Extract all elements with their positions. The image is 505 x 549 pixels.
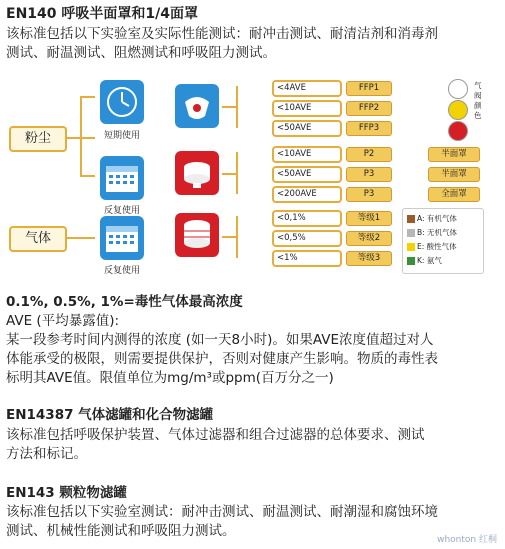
legend-item: E: 酸性气体: [407, 241, 457, 252]
watermark: whonton 红桐: [437, 535, 497, 545]
gas-filter-icon: [175, 213, 219, 257]
classification-diagram: [0, 76, 505, 286]
mask-type-badge: 半面罩: [428, 167, 480, 182]
connector-line: [222, 236, 236, 238]
calendar-icon: [100, 216, 144, 260]
clock-icon: [100, 80, 144, 124]
connector-line: [236, 152, 238, 194]
yellow-valve-dot: [448, 100, 468, 120]
reuse-label: 反复使用: [103, 266, 140, 276]
section2-line3: 标明其AVE值。限值单位为mg/m³或ppm(百万分之一): [6, 370, 334, 386]
section2-line2: 体能承受的极限，则需要提供保护，否则对健康产生影响。物质的毒性表: [6, 351, 438, 367]
class-badge: P3: [346, 187, 392, 202]
mask-type-badge: 半面罩: [428, 147, 480, 162]
calendar-icon: [100, 156, 144, 200]
class-badge: FFP1: [346, 81, 392, 96]
level-pill: <1%: [272, 250, 342, 267]
connector-line: [80, 96, 82, 176]
legend-item: B: 无机气体: [407, 227, 457, 238]
mask-type-badge: 全面罩: [428, 187, 480, 202]
category-dust: 粉尘: [9, 126, 67, 152]
level-pill: <200AVE: [272, 186, 342, 203]
swatch-icon: [407, 257, 415, 265]
level-pill: <10AVE: [272, 100, 342, 117]
class-badge: P2: [346, 147, 392, 162]
class-badge: P3: [346, 167, 392, 182]
valve-color-label: 气阀颜色: [474, 81, 482, 120]
class-badge: FFP3: [346, 121, 392, 136]
connector-line: [65, 237, 95, 239]
section4-line2: 测试、机械性能测试和呼吸阻力测试。: [6, 523, 236, 539]
class-badge: 等级3: [346, 251, 392, 266]
section2-title: 0.1%, 0.5%, 1%=毒性气体最高浓度: [6, 294, 243, 310]
category-gas: 气体: [9, 226, 67, 252]
level-pill: <50AVE: [272, 166, 342, 183]
section4-line1: 该标准包括以下实验室测试：耐冲击测试、耐温测试、耐潮湿和腐蚀环境: [6, 504, 438, 520]
section1-line2: 测试、耐温测试、阻燃测试和呼吸阻力测试。: [6, 45, 276, 61]
connector-line: [222, 106, 236, 108]
disposable-mask-icon: [175, 84, 219, 128]
section2-line1: 某一段参考时间内测得的浓度 (如一天8小时)。如果AVE浓度值超过对人: [6, 332, 434, 348]
swatch-icon: [407, 215, 415, 223]
white-valve-dot: [448, 79, 468, 99]
section3-line1: 该标准包括呼吸保护装置、气体过滤器和组合过滤器的总体要求、测试: [6, 427, 425, 443]
swatch-icon: [407, 243, 415, 251]
section3-line2: 方法和标记。: [6, 446, 87, 462]
connector-line: [236, 216, 238, 258]
section1-line1: 该标准包括以下实验室及实际性能测试：耐冲击测试、耐清洁剂和消毒剂: [6, 26, 438, 42]
class-badge: FFP2: [346, 101, 392, 116]
level-pill: <10AVE: [272, 146, 342, 163]
section2-subtitle: AVE (平均暴露值):: [6, 313, 120, 329]
level-pill: <4AVE: [272, 80, 342, 97]
legend-item: K: 氨气: [407, 255, 442, 266]
particle-filter-icon: [175, 151, 219, 195]
class-badge: 等级2: [346, 231, 392, 246]
section4-title: EN143 颗粒物滤罐: [6, 485, 127, 501]
legend-item: A: 有机气体: [407, 213, 457, 224]
reuse-label: 反复使用: [103, 206, 140, 216]
swatch-icon: [407, 229, 415, 237]
connector-line: [80, 175, 95, 177]
class-badge: 等级1: [346, 211, 392, 226]
connector-line: [80, 96, 95, 98]
level-pill: <0,5%: [272, 230, 342, 247]
level-pill: <50AVE: [272, 120, 342, 137]
red-valve-dot: [448, 121, 468, 141]
section1-title: EN140 呼吸半面罩和1/4面罩: [6, 6, 198, 22]
gas-type-legend: [402, 208, 484, 274]
short-use-label: 短期使用: [103, 131, 140, 141]
section3-title: EN14387 气体滤罐和化合物滤罐: [6, 407, 214, 423]
connector-line: [236, 86, 238, 128]
level-pill: <0,1%: [272, 210, 342, 227]
connector-line: [222, 173, 236, 175]
